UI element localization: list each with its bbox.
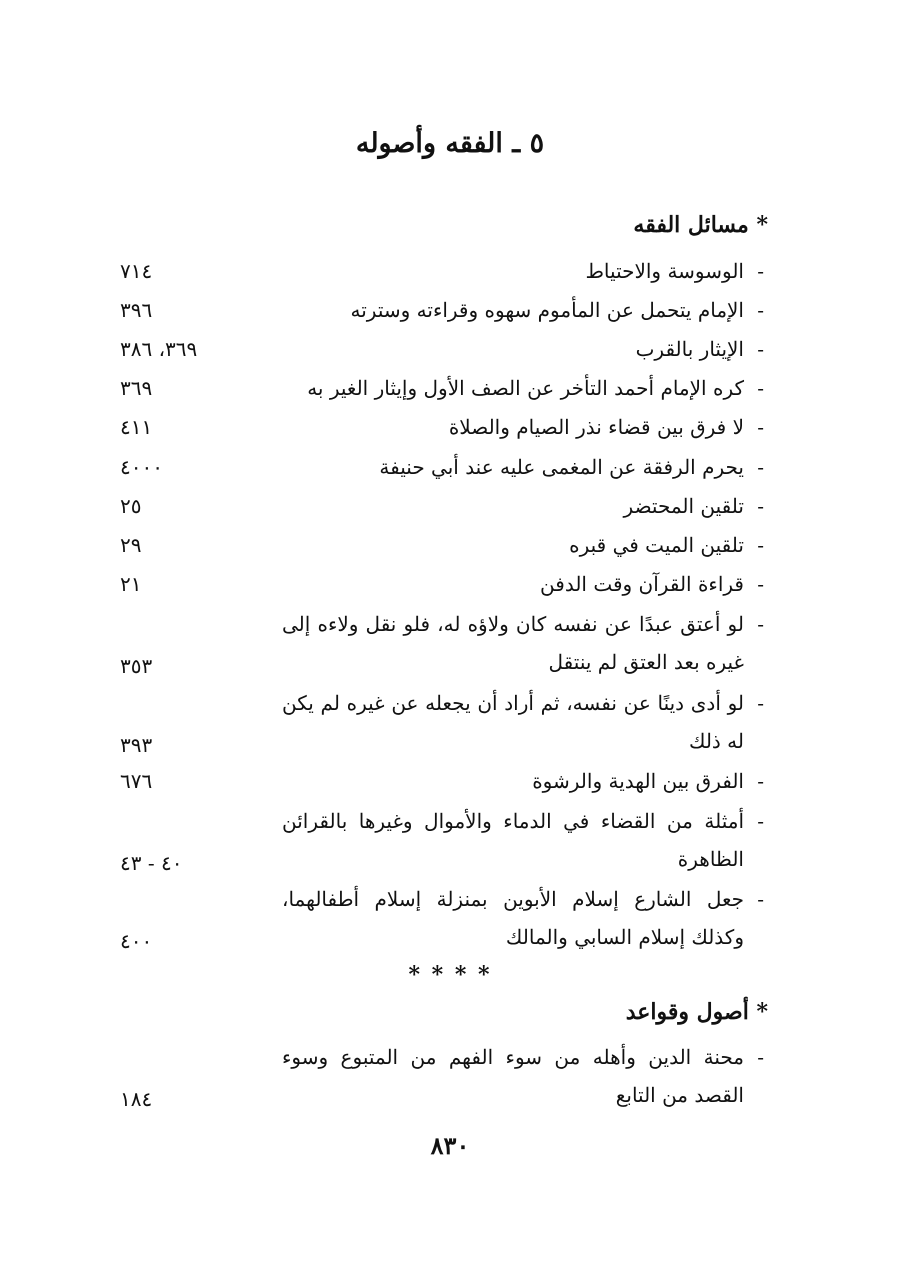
entry-pages: ٢٥ [120, 494, 142, 518]
entry-text: أمثلة من القضاء في الدماء والأموال وغيرها بالقرائن الظاهرة [282, 809, 744, 871]
entry-text: جعل الشارع إسلام الأبوين بمنزلة إسلام أطفالهما، وكذلك إسلام السابي والمالك [282, 887, 744, 949]
entry-dash: - [757, 809, 764, 833]
entry-text: لو أعتق عبدًا عن نفسه كان ولاؤه له، فلو نقل ولاءه إلى غيره بعد العتق لم ينتقل [282, 612, 744, 674]
entry-text: لا فرق بين قضاء نذر الصيام والصلاة [448, 415, 744, 439]
entry-text: الوسوسة والاحتياط [585, 259, 744, 283]
entry-text: يحرم الرفقة عن المغمى عليه عند أبي حنيفة [379, 455, 744, 479]
index-entry [0, 684, 900, 764]
index-entry [0, 487, 900, 525]
section-separator: * * * * [408, 962, 492, 988]
entry-dash: - [757, 1045, 764, 1069]
index-entry [0, 762, 900, 800]
entry-dash: - [757, 887, 764, 911]
entry-pages: ٤٠٠٠ [120, 455, 163, 479]
entry-pages: ٣٦٩ [120, 376, 153, 400]
entry-dash: - [757, 572, 764, 596]
entry-dash: - [757, 376, 764, 400]
entry-pages: ١٨٤ [120, 1087, 153, 1111]
entry-dash: - [757, 494, 764, 518]
entry-text: محنة الدين وأهله من سوء الفهم من المتبوع وسوء القصد من التابع [282, 1045, 744, 1107]
index-entry [0, 605, 900, 685]
index-entry [0, 1038, 900, 1118]
entry-text: قراءة القرآن وقت الدفن [540, 572, 744, 596]
entry-pages: ٦٧٦ [120, 769, 153, 793]
index-entry [0, 252, 900, 290]
entry-dash: - [757, 259, 764, 283]
entry-pages: ٤٠٠ [120, 929, 153, 953]
index-entry [0, 802, 900, 882]
index-entry [0, 330, 900, 368]
section-heading-principles: * أصول وقواعد [625, 999, 768, 1025]
entry-pages: ٣٩٦ [120, 298, 153, 322]
index-entry [0, 448, 900, 486]
index-entry [0, 291, 900, 329]
entry-pages: ٧١٤ [120, 259, 153, 283]
entry-pages: ٢٩ [120, 533, 142, 557]
entry-dash: - [757, 415, 764, 439]
entry-text: الفرق بين الهدية والرشوة [532, 769, 744, 793]
index-entry [0, 565, 900, 603]
entry-pages: ٣٩٣ [120, 733, 153, 757]
entry-text: كره الإمام أحمد التأخر عن الصف الأول وإيثار الغير به [307, 376, 744, 400]
index-entry [0, 369, 900, 407]
entry-text: لو أدى دينًا عن نفسه، ثم أراد أن يجعله عن غيره لم يكن له ذلك [282, 691, 744, 753]
entry-pages: ٤١١ [120, 415, 153, 439]
page-title: ٥ ـ الفقه وأصوله [355, 128, 545, 159]
entry-dash: - [757, 298, 764, 322]
index-entry [0, 880, 900, 960]
entry-dash: - [757, 769, 764, 793]
index-entry [0, 408, 900, 446]
entry-text: تلقين المحتضر [623, 494, 744, 518]
entry-text: الإمام يتحمل عن المأموم سهوه وقراءته وسترته [350, 298, 744, 322]
page-number: ٨٣٠ [430, 1131, 470, 1160]
entry-pages: ٣٦٩، ٣٨٦ [120, 337, 198, 361]
entry-text: الإيثار بالقرب [635, 337, 744, 361]
section-heading-fiqh-issues: * مسائل الفقه [633, 212, 768, 238]
entry-dash: - [757, 612, 764, 636]
entry-dash: - [757, 533, 764, 557]
entry-dash: - [757, 337, 764, 361]
entry-text: تلقين الميت في قبره [569, 533, 744, 557]
index-entry [0, 526, 900, 564]
entry-pages: ٣٥٣ [120, 654, 153, 678]
entry-pages: ٢١ [120, 572, 142, 596]
entry-dash: - [757, 691, 764, 715]
entry-pages: ٤٠ - ٤٣ [120, 851, 183, 875]
entry-dash: - [757, 455, 764, 479]
